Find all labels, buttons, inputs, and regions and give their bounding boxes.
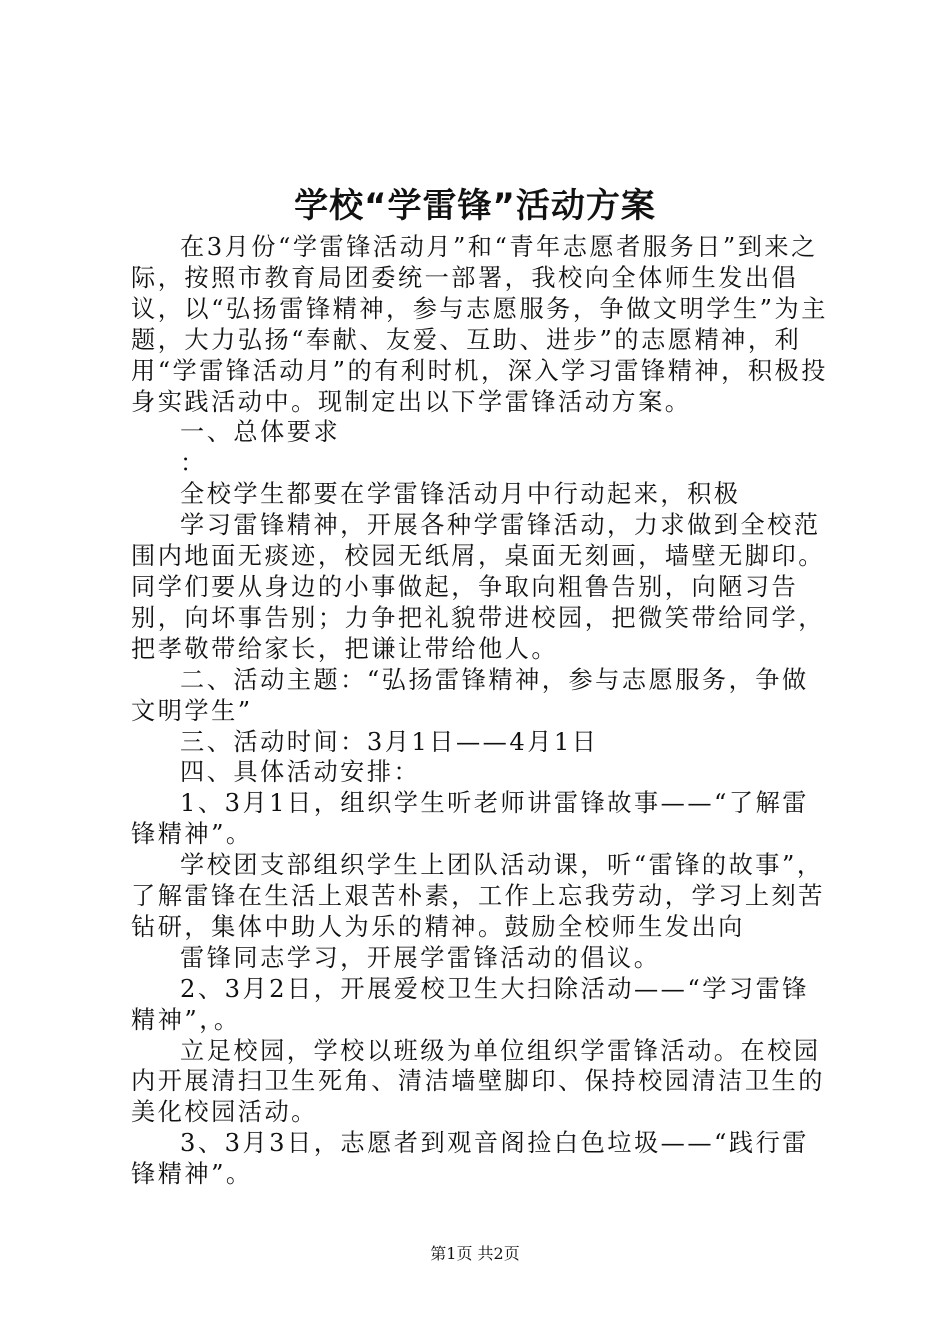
activity-item-1-detail-cont: 雷锋同志学习，开展学雷锋活动的倡议。 [180,943,661,972]
section-heading-theme: 二、活动主题：“弘扬雷锋精神，参与志愿服务，争做文明学生” [131,665,809,725]
activity-item-2-detail: 立足校园，学校以班级为单位组织学雷锋活动。在校园内开展清扫卫生死角、清洁墙壁脚印、保持校园清洁卫生的美化校园活动。 [131,1036,825,1127]
document-body [131,232,831,1190]
document-title: 学校“学雷锋”活动方案 [294,186,656,226]
activity-item-2: 2、3月2日，开展爱校卫生大扫除活动——“学习雷锋精神”，。 [131,974,809,1034]
section-heading-overall-requirements: 一、总体要求 [180,418,341,447]
page-footer: 第1页 共2页 [430,1244,520,1263]
paragraph-colon: ： [180,449,207,478]
activity-item-1-detail: 学校团支部组织学生上团队活动课，听“雷锋的故事”，了解雷锋在生活上艰苦朴素，工作上忘我劳动，学习上刻苦钻研，集体中助人为乐的精神。鼓励全校师生发出向 [131,851,825,941]
activity-item-1: 1、3月1日，组织学生听老师讲雷锋故事——“了解雷锋精神”。 [131,789,809,849]
paragraph-requirements-detail: 学习雷锋精神，开展各种学雷锋活动，力求做到全校范围内地面无痰迹，校园无纸屑，桌面无刻画，墙壁无脚印。同学们要从身边的小事做起，争取向粗鲁告别，向陋习告别，向坏事告别；力争把礼貌带进校园，把微笑带给同学，把孝敬带给家长，把谦让带给他人。 [131,511,825,663]
section-heading-time: 三、活动时间：3月1日——4月1日 [180,727,599,756]
activity-item-3: 3、3月3日，志愿者到观音阁捡白色垃圾——“践行雷锋精神”。 [131,1129,809,1189]
paragraph-requirements-lead: 全校学生都要在学雷锋活动月中行动起来，积极 [180,480,741,509]
paragraph-intro: 在3月份“学雷锋活动月”和“青年志愿者服务日”到来之际，按照市教育局团委统一部署，我校向全体师生发出倡议，以“弘扬雷锋精神，参与志愿服务，争做文明学生”为主题，大力弘扬“奉献、友爱、互助、进步”的志愿精神，利用“学雷锋活动月”的有利时机，深入学习雷锋精神，积极投身实践活动中。现制定出以下学雷锋活动方案。 [131,233,828,416]
section-heading-arrangements: 四、具体活动安排： [180,758,421,787]
